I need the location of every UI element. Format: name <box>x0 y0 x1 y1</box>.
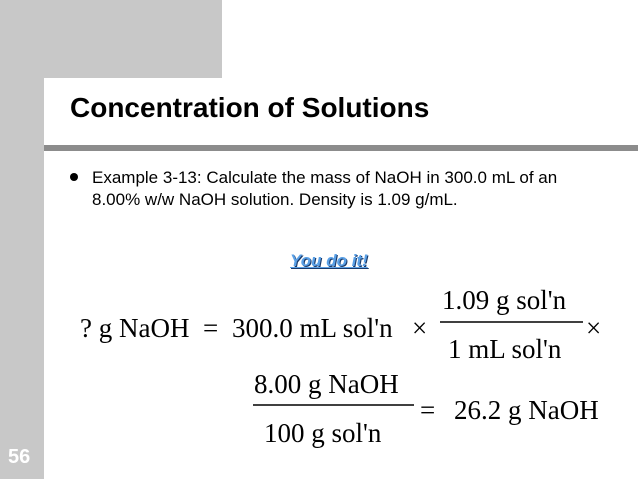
you-do-it-link[interactable]: You do it! <box>290 251 368 270</box>
percent-denominator: 100 g sol'n <box>264 418 382 448</box>
equation-lhs: ? g NaOH <box>80 313 190 343</box>
example-bullet-text: Example 3-13: Calculate the mass of NaOH in 300.0 mL of an 8.00% w/w NaOH solution. Density is 1.09 g/mL. <box>92 168 558 209</box>
volume-term: 300.0 mL sol'n <box>232 313 393 343</box>
slide-number: 56 <box>8 446 31 468</box>
equals-sign: = <box>203 313 219 343</box>
equals-sign: = <box>420 395 436 425</box>
percent-numerator: 8.00 g NaOH <box>254 369 399 399</box>
density-numerator: 1.09 g sol'n <box>442 285 567 315</box>
result-value: 26.2 g NaOH <box>454 395 599 425</box>
slide-title: Concentration of Solutions <box>70 92 430 123</box>
density-denominator: 1 mL sol'n <box>448 334 562 364</box>
times-sign: × <box>586 313 602 343</box>
times-sign: × <box>412 313 428 343</box>
